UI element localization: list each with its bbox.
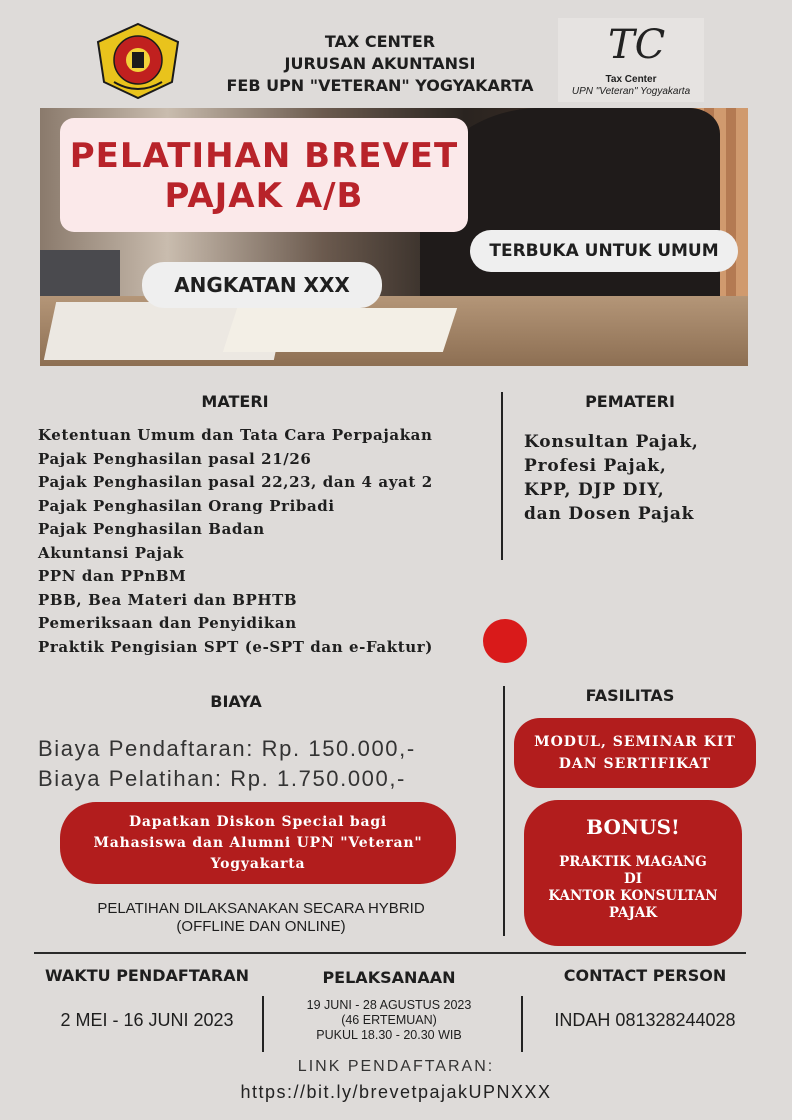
materi-item: Pajak Penghasilan Orang Pribadi bbox=[38, 496, 335, 515]
materi-item: Ketentuan Umum dan Tata Cara Perpajakan bbox=[38, 426, 433, 444]
contact-heading: CONTACT PERSON bbox=[563, 966, 727, 985]
header-line-3: FEB UPN "VETERAN" YOGYAKARTA bbox=[226, 76, 534, 95]
university-logo bbox=[96, 22, 180, 100]
materi-heading: MATERI bbox=[201, 392, 269, 411]
materi-item: Pajak Penghasilan pasal 21/26 bbox=[38, 449, 312, 468]
materi-item: PBB, Bea Materi dan BPHTB bbox=[38, 590, 298, 609]
pemateri-line: Profesi Pajak, bbox=[524, 456, 667, 476]
materi-list bbox=[38, 424, 498, 659]
discount-line-2: Mahasiswa dan Alumni UPN "Veteran" bbox=[93, 835, 423, 851]
title-banner bbox=[60, 118, 468, 232]
pelaksanaan-meetings: (46 ERTEMUAN) bbox=[341, 1013, 437, 1027]
pelaksanaan-time: PUKUL 18.30 - 20.30 WIB bbox=[316, 1028, 462, 1042]
link-label: LINK PENDAFTARAN: bbox=[297, 1058, 495, 1075]
biaya-pelatihan: Biaya Pelatihan: Rp. 1.750.000,- bbox=[38, 766, 406, 791]
pelaksanaan-heading: PELAKSANAAN bbox=[322, 968, 456, 987]
hybrid-line-1: PELATIHAN DILAKSANAKAN SECARA HYBRID bbox=[97, 900, 425, 917]
facility-box bbox=[514, 718, 756, 788]
title-line-2: PAJAK A/B bbox=[164, 176, 364, 216]
facility-line-1: MODUL, SEMINAR KIT bbox=[534, 734, 736, 750]
divider-vertical bbox=[262, 996, 264, 1052]
materi-item: Akuntansi Pajak bbox=[38, 543, 184, 562]
facility-line-2: DAN SERTIFIKAT bbox=[558, 756, 712, 772]
pelaksanaan-dates: 19 JUNI - 28 AGUSTUS 2023 bbox=[306, 998, 472, 1012]
materi-item: Praktik Pengisian SPT (e-SPT dan e-Faktur) bbox=[38, 637, 433, 656]
hybrid-line-2: (OFFLINE DAN ONLINE) bbox=[176, 918, 346, 935]
divider-horizontal bbox=[34, 952, 746, 954]
biaya-pendaftaran: Biaya Pendaftaran: Rp. 150.000,- bbox=[38, 736, 416, 761]
pemateri-list bbox=[524, 430, 754, 526]
pemateri-line: dan Dosen Pajak bbox=[524, 504, 695, 524]
biaya-heading: BIAYA bbox=[210, 692, 262, 711]
header-line-1: TAX CENTER bbox=[324, 32, 436, 51]
bonus-title: BONUS! bbox=[586, 815, 680, 839]
registration-link[interactable]: https://bit.ly/brevetpajakUPNXXX bbox=[240, 1082, 552, 1102]
tax-center-logo-subtext: UPN "Veteran" Yogyakarta bbox=[571, 86, 691, 97]
materi-item: Pajak Penghasilan pasal 22,23, dan 4 ayat 2 bbox=[38, 473, 433, 491]
pemateri-heading: PEMATERI bbox=[585, 392, 675, 411]
tax-center-logo bbox=[558, 18, 704, 102]
hybrid-note bbox=[56, 900, 466, 936]
decorative-dot bbox=[483, 619, 527, 663]
header-line-2: JURUSAN AKUNTANSI bbox=[284, 54, 476, 73]
fasilitas-heading: FASILITAS bbox=[585, 686, 675, 705]
contact-value[interactable]: INDAH 081328244028 bbox=[554, 1010, 736, 1030]
title-line-1: PELATIHAN BREVET bbox=[69, 136, 459, 176]
discount-banner bbox=[60, 802, 456, 884]
bonus-line-1: PRAKTIK MAGANG bbox=[559, 854, 707, 870]
tax-center-logo-mark: TC bbox=[608, 22, 666, 68]
bonus-line-4: PAJAK bbox=[608, 905, 658, 921]
pemateri-line: Konsultan Pajak, bbox=[524, 432, 699, 452]
bonus-line-3: KANTOR KONSULTAN bbox=[548, 888, 718, 904]
pemateri-line: KPP, DJP DIY, bbox=[524, 480, 665, 500]
divider-vertical bbox=[501, 392, 503, 560]
discount-line-1: Dapatkan Diskon Special bagi bbox=[128, 814, 388, 830]
open-public-badge: TERBUKA UNTUK UMUM bbox=[470, 230, 738, 272]
waktu-heading: WAKTU PENDAFTARAN bbox=[45, 966, 249, 985]
bonus-line-2: DI bbox=[623, 871, 643, 887]
waktu-value: 2 MEI - 16 JUNI 2023 bbox=[60, 1010, 234, 1030]
pelaksanaan-detail bbox=[270, 998, 508, 1043]
discount-line-3: Yogyakarta bbox=[210, 856, 306, 872]
materi-item: Pajak Penghasilan Badan bbox=[38, 520, 265, 538]
materi-item: Pemeriksaan dan Penyidikan bbox=[38, 614, 297, 632]
divider-vertical bbox=[521, 996, 523, 1052]
bonus-box bbox=[524, 800, 742, 946]
materi-item: PPN dan PPnBM bbox=[38, 567, 187, 585]
tax-center-logo-text: Tax Center bbox=[605, 74, 657, 85]
batch-badge: ANGKATAN XXX bbox=[142, 262, 382, 308]
divider-vertical bbox=[503, 686, 505, 936]
